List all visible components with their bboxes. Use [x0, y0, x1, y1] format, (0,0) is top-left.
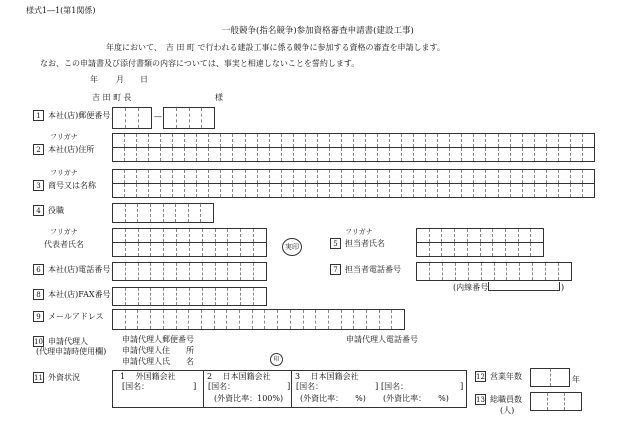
contact-name-input[interactable]: [416, 228, 544, 257]
company-name-input[interactable]: [112, 169, 595, 198]
contact-furigana-label: フリガナ: [345, 228, 373, 236]
japanese-company-country-a[interactable]: [国名： ]: [208, 382, 291, 391]
company-furigana-label: フリガナ: [50, 169, 78, 177]
field-number-8: 8: [33, 289, 44, 300]
extension-close-label: ): [561, 283, 565, 292]
foreign-capital-divider-2: [291, 370, 292, 408]
total-staff-label: 総職員数: [490, 395, 522, 404]
fax-input[interactable]: [112, 287, 267, 306]
field-number-13: 13: [476, 396, 485, 404]
japanese-company-option-a[interactable]: 2 日本国籍会社: [207, 372, 271, 381]
address-furigana-label: フリガナ: [50, 133, 78, 141]
agent-address-label: 申請代理人住 所: [122, 346, 194, 355]
foreign-ratio-input-2[interactable]: (外資比率： %): [383, 394, 449, 403]
form-id: 様式1―1(第1関係): [26, 6, 96, 15]
field-number-3: 3: [33, 180, 44, 191]
postal-code-second-input[interactable]: [163, 107, 215, 129]
foreign-company-option[interactable]: 1 外国籍会社: [120, 372, 176, 381]
foreign-company-country[interactable]: [国名： ]: [122, 382, 197, 391]
japanese-company-country-b2[interactable]: [国名： ]: [381, 382, 464, 391]
email-label: メールアドレス: [48, 312, 104, 321]
address-input[interactable]: [112, 133, 595, 162]
agent-postal-label: 申請代理人郵便番号: [122, 335, 194, 344]
total-staff-input[interactable]: [530, 392, 582, 411]
date-month: 月: [116, 75, 124, 84]
staff-unit: (人): [500, 406, 515, 415]
email-input[interactable]: [112, 309, 405, 330]
field-number-12: 12: [476, 373, 485, 381]
agent-sublabel: (代理申請時使用欄): [36, 347, 107, 356]
years-unit: 年: [572, 375, 580, 384]
field-number-10: 10: [34, 338, 43, 346]
japanese-company-option-b[interactable]: 3 日本国籍会社: [295, 372, 359, 381]
agent-phone-label: 申請代理人電話番号: [346, 335, 418, 344]
intro-line-2: なお、この申請書及び添付書類の内容については、事実と相違しないことを誓約します。: [40, 59, 360, 68]
date-day: 日: [140, 75, 148, 84]
phone-input[interactable]: [112, 262, 267, 281]
field-number-7: 7: [330, 264, 341, 275]
address-label: 本社(店)住所: [48, 145, 95, 154]
years-in-business-label: 営業年数: [490, 372, 522, 381]
field-number-9: 9: [33, 311, 44, 322]
field-number-6: 6: [33, 264, 44, 275]
field-number-2: 2: [33, 144, 44, 155]
addressee: 吉 田 町 長: [92, 93, 132, 102]
foreign-ratio-100: (外資比率：100%): [214, 394, 284, 403]
contact-phone-label: 担当者電話番号: [345, 265, 401, 274]
representative-name-input[interactable]: [112, 228, 267, 257]
position-input[interactable]: [112, 203, 214, 223]
form-title: 一般競争(指名競争)参加資格審査申請書(建設工事): [222, 26, 414, 36]
honorific: 様: [215, 93, 223, 102]
foreign-ratio-input-1[interactable]: (外資比率： %): [300, 394, 366, 403]
registered-seal-mark: 実印: [282, 238, 302, 256]
position-label: 役職: [48, 206, 64, 215]
foreign-capital-label: 外資状況: [48, 373, 80, 382]
field-number-11: 11: [34, 374, 43, 382]
extension-input[interactable]: [488, 282, 560, 291]
phone-label: 本社(店)電話番号: [48, 265, 111, 274]
contact-phone-input[interactable]: [416, 262, 572, 281]
field-number-4: 4: [33, 205, 44, 216]
agent-label: 申請代理人: [48, 337, 88, 346]
postal-label: 本社(店)郵便番号: [48, 111, 111, 120]
years-in-business-input[interactable]: [530, 368, 570, 387]
fax-label: 本社(店)FAX番号: [48, 290, 111, 299]
representative-furigana-label: フリガナ: [50, 228, 78, 236]
field-number-1: 1: [33, 110, 44, 121]
agent-name-label: 申請代理人氏 名: [122, 357, 194, 366]
postal-dash: —: [154, 112, 162, 121]
representative-name-label: 代表者氏名: [44, 240, 84, 249]
extension-open-label: (内線番号: [453, 283, 489, 292]
date-year: 年: [90, 75, 98, 84]
postal-code-first-input[interactable]: [112, 107, 152, 129]
company-name-label: 商号又は名称: [48, 181, 96, 190]
japanese-company-country-b1[interactable]: [国名： ]: [296, 382, 379, 391]
foreign-capital-divider-1: [203, 370, 204, 408]
intro-line-1: 年度において、 吉 田 町 で行われる建設工事に係る競争に参加する資格の審査を申請します。: [106, 43, 445, 52]
contact-name-label: 担当者氏名: [345, 239, 385, 248]
field-number-5: 5: [330, 238, 341, 249]
agent-seal-mark: 印: [270, 353, 283, 366]
